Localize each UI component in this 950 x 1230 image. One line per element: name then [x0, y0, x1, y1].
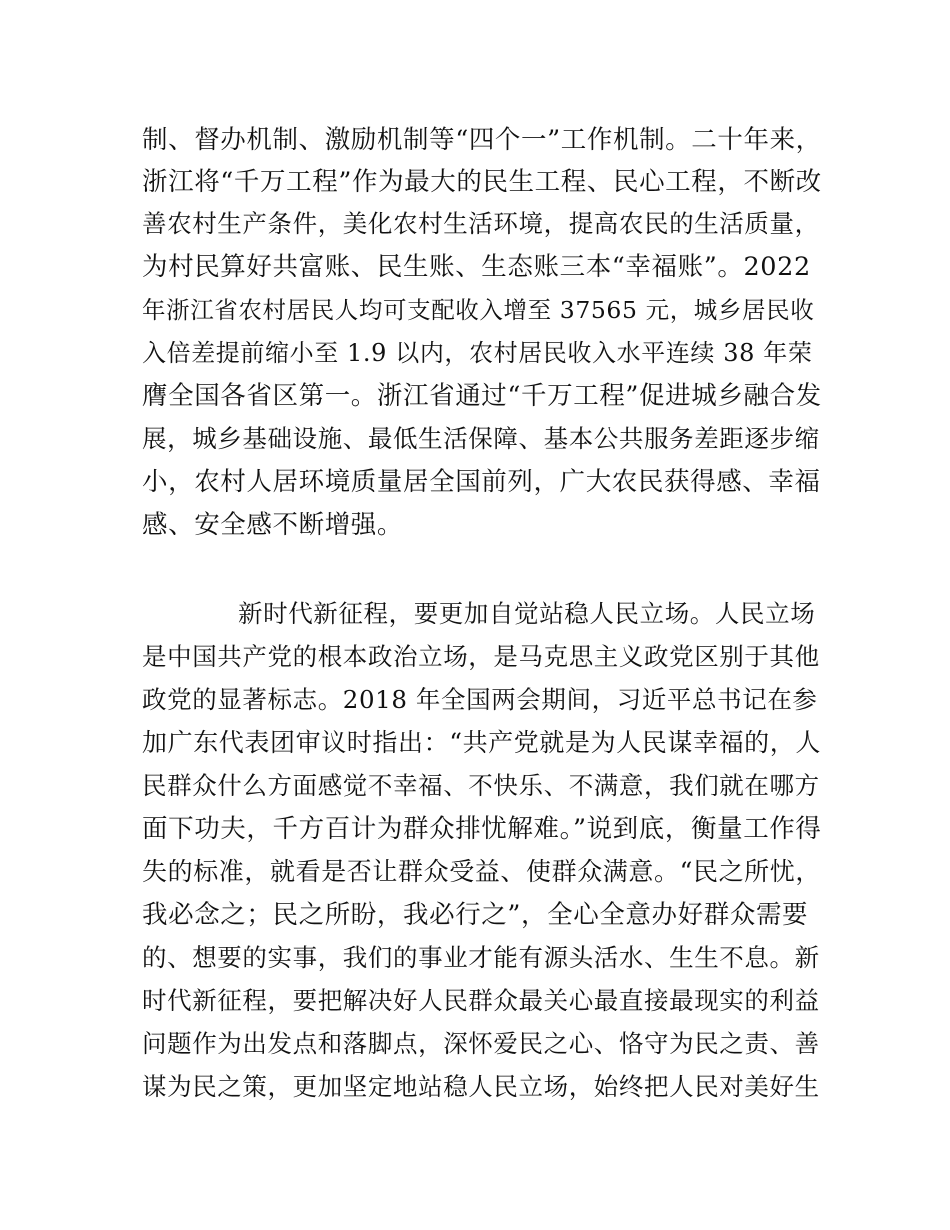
- text-line: 为村民算好共富账、民生账、生态账三本“幸福账”。2022: [142, 252, 811, 282]
- text-line: 政党的显著标志。2018 年全国两会期间，习近平总书记在参: [142, 685, 818, 714]
- text-line: 问题作为出发点和落脚点，深怀爱民之心、恪守为民之责、善: [142, 1029, 820, 1058]
- text-line: 时代新征程，要把解决好人民群众最关心最直接最现实的利益: [142, 986, 820, 1015]
- text-line: 加广东代表团审议时指出：“共产党就是为人民谋幸福的，人: [142, 728, 821, 757]
- text-line: 我必念之；民之所盼，我必行之”，全心全意办好群众需要: [142, 900, 809, 930]
- text-line: 浙江将“千万工程”作为最大的民生工程、民心工程，不断改: [142, 167, 822, 197]
- text-line: 的、想要的实事，我们的事业才能有源头活水、生生不息。新: [142, 943, 820, 972]
- text-line: 面下功夫，千方百计为群众排忧解难。”说到底，衡量工作得: [142, 814, 822, 844]
- text-line: 善农村生产条件，美化农村生活环境，提高农民的生活质量，: [142, 209, 820, 238]
- text-line: 民群众什么方面感觉不幸福、不快乐、不满意，我们就在哪方: [142, 771, 820, 800]
- text-line: 失的标准，就看是否让群众受益、使群众满意。“民之所忧，: [142, 857, 821, 886]
- text-line: 展，城乡基础设施、最低生活保障、基本公共服务差距逐步缩: [142, 424, 820, 453]
- text-line: 制、督办机制、激励机制等“四个一”工作机制。二十年来，: [142, 125, 822, 155]
- text-line: 入倍差提前缩小至 1.9 以内，农村居民收入水平连续 38 年荣: [142, 339, 813, 367]
- text-line: 新时代新征程，要更加自觉站稳人民立场。人民立场: [238, 599, 816, 628]
- text-line: 感、安全感不断增强。: [142, 510, 404, 540]
- text-line: 是中国共产党的根本政治立场，是马克思主义政党区别于其他: [142, 642, 820, 671]
- text-line: 小，农村人居环境质量居全国前列，广大农民获得感、幸福: [142, 467, 821, 497]
- text-line: 膺全国各省区第一。浙江省通过“千万工程”促进城乡融合发: [142, 381, 822, 411]
- text-line: 谋为民之策，更加坚定地站稳人民立场，始终把人民对美好生: [142, 1072, 820, 1101]
- text-line: 年浙江省农村居民人均可支配收入增至 37565 元，城乡居民收: [142, 296, 815, 324]
